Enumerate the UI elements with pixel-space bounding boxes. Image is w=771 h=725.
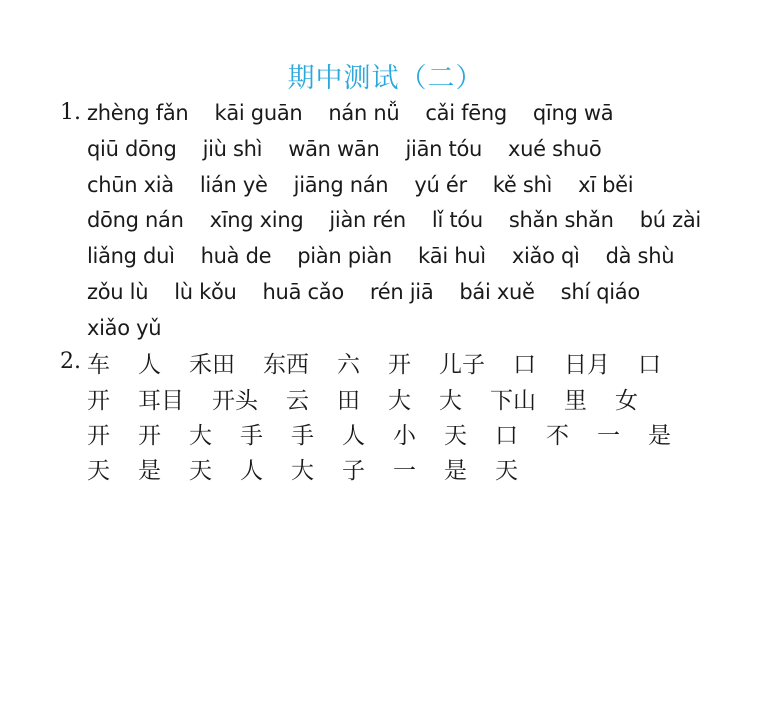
hanzi-word: 一	[393, 457, 416, 484]
hanzi-word: 六	[337, 351, 360, 378]
hanzi-word: 手	[291, 422, 314, 449]
hanzi-word: 云	[286, 387, 309, 414]
hanzi-word: 人	[342, 422, 365, 449]
pinyin-word: piàn piàn	[297, 244, 392, 268]
hanzi-word: 天	[444, 422, 467, 449]
hanzi-word: 小	[393, 422, 416, 449]
pinyin-word: dà shù	[605, 244, 675, 268]
hanzi-word: 下山	[490, 387, 536, 414]
answer-line-4	[87, 451, 546, 485]
pinyin-word: xué shuō	[508, 137, 602, 161]
pinyin-word: zǒu lù	[87, 280, 149, 304]
answer-line-2	[87, 132, 627, 166]
pinyin-word: cǎi fēng	[425, 101, 507, 125]
hanzi-word: 里	[564, 387, 587, 414]
hanzi-word: 大	[291, 457, 314, 484]
hanzi-word: 天	[87, 457, 110, 484]
answer-line-1	[87, 345, 689, 379]
pinyin-word: shí qiáo	[560, 280, 640, 304]
hanzi-word: 是	[444, 457, 467, 484]
hanzi-word: 大	[439, 387, 462, 414]
hanzi-word: 大	[189, 422, 212, 449]
answer-line-5	[87, 239, 700, 273]
pinyin-word: qiū dōng	[87, 137, 177, 161]
hanzi-word: 开	[87, 422, 110, 449]
pinyin-word: bú zài	[639, 208, 701, 232]
answer-line-3	[87, 168, 659, 202]
hanzi-word: 手	[240, 422, 263, 449]
hanzi-word: 是	[648, 422, 671, 449]
answer-line-4	[87, 203, 727, 237]
hanzi-word: 儿子	[439, 351, 485, 378]
pinyin-word: xiǎo yǔ	[87, 316, 162, 340]
hanzi-word: 天	[189, 457, 212, 484]
pinyin-word: jiàn rén	[329, 208, 406, 232]
pinyin-word: wān wān	[288, 137, 380, 161]
pinyin-word: xī běi	[578, 173, 634, 197]
hanzi-word: 开	[138, 422, 161, 449]
hanzi-word: 是	[138, 457, 161, 484]
pinyin-word: chūn xià	[87, 173, 174, 197]
pinyin-word: xiǎo qì	[511, 244, 580, 268]
hanzi-word: 口	[513, 351, 536, 378]
answer-line-7	[87, 311, 187, 345]
hanzi-word: 大	[388, 387, 411, 414]
pinyin-word: jiāng nán	[293, 173, 389, 197]
pinyin-word: xīng xing	[209, 208, 304, 232]
pinyin-word: huā cǎo	[262, 280, 344, 304]
pinyin-word: lián yè	[199, 173, 268, 197]
hanzi-word: 女	[615, 387, 638, 414]
hanzi-word: 车	[87, 351, 110, 378]
hanzi-word: 田	[337, 387, 360, 414]
pinyin-word: jiù shì	[202, 137, 263, 161]
answer-line-3	[87, 416, 699, 450]
pinyin-word: nán nǚ	[328, 101, 400, 125]
pinyin-word: kě shì	[492, 173, 553, 197]
hanzi-word: 开	[388, 351, 411, 378]
answer-line-6	[87, 275, 666, 309]
pinyin-word: liǎng duì	[87, 244, 175, 268]
pinyin-word: rén jiā	[369, 280, 434, 304]
pinyin-word: bái xuě	[459, 280, 535, 304]
hanzi-word: 人	[240, 457, 263, 484]
pinyin-word: qīng wā	[532, 101, 614, 125]
answer-line-1	[87, 96, 639, 130]
pinyin-word: dōng nán	[87, 208, 184, 232]
hanzi-word: 日月	[564, 351, 610, 378]
hanzi-word: 口	[495, 422, 518, 449]
question-1-number: 1.	[60, 100, 81, 125]
hanzi-word: 天	[495, 457, 518, 484]
answer-line-2	[87, 381, 666, 415]
hanzi-word: 一	[597, 422, 620, 449]
page-title: 期中测试（二）	[287, 63, 484, 94]
pinyin-word: zhèng fǎn	[87, 101, 189, 125]
pinyin-word: jiān tóu	[405, 137, 483, 161]
hanzi-word: 开	[87, 387, 110, 414]
hanzi-word: 开头	[212, 387, 258, 414]
hanzi-word: 东西	[263, 351, 309, 378]
pinyin-word: shǎn shǎn	[508, 208, 614, 232]
pinyin-word: kāi guān	[214, 101, 303, 125]
hanzi-word: 人	[138, 351, 161, 378]
pinyin-word: huà de	[200, 244, 272, 268]
question-2-number: 2.	[60, 349, 81, 374]
hanzi-word: 子	[342, 457, 365, 484]
hanzi-word: 口	[638, 351, 661, 378]
hanzi-word: 禾田	[189, 351, 235, 378]
pinyin-word: lù kǒu	[174, 280, 237, 304]
pinyin-word: lǐ tóu	[431, 208, 483, 232]
pinyin-word: kāi huì	[417, 244, 486, 268]
pinyin-word: yú ér	[414, 173, 467, 197]
hanzi-word: 耳目	[138, 387, 184, 414]
hanzi-word: 不	[546, 422, 569, 449]
